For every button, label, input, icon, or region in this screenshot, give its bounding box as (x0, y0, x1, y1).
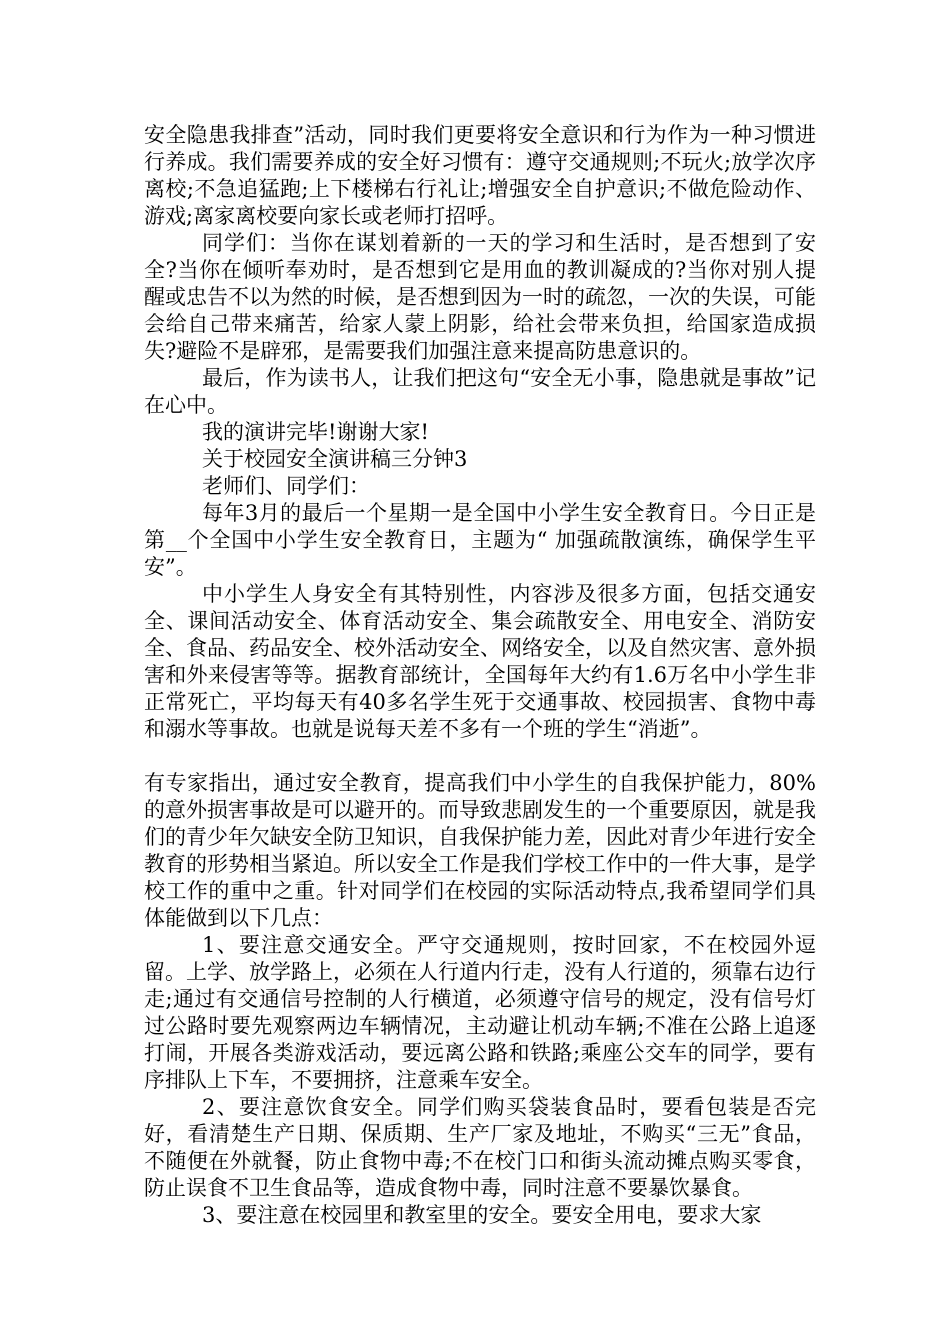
paragraph-traffic-safety: 1、要注意交通安全。严守交通规则，按时回家，不在校园外逗留。上学、放学路上，必须在人行道内行走，没有人行道的，须靠右边行走;通过有交通信号控制的人行横道，必须遵守信号的规定，没有信号灯过公路时要先观察两边车辆情况，主动避让机动车辆;不准在公路上追逐打闹，开展各类游戏活动，要远离公路和铁路;乘座公交车的同学，要有序排队上下车，不要拥挤，注意乘车安全。 (144, 933, 816, 1092)
paragraph-safety-day: 每年3月的最后一个星期一是全国中小学生安全教育日。今日正是第__个全国中小学生安全教育日，主题为“ 加强疏散演练，确保学生平安”。 (144, 501, 816, 579)
paragraph-greeting: 老师们、同学们： (202, 474, 370, 498)
paragraph-student-safety: 中小学生人身安全有其特别性，内容涉及很多方面，包括交通安全、课间活动安全、体育活动安全、集会疏散安全、用电安全、消防安全、食品、药品安全、校外活动安全、网络安全，以及自然灾害、意外损害和外来侵害等等。据教育部统计，全国每年大约有1.6万名中小学生非正常死亡，平均每天有40多名学生死于交通事故、校园损害、食物中毒和溺水等事故。也就是说每天差不多有一个班的学生“消逝”。 (144, 582, 816, 741)
paragraph-students-address: 同学们：当你在谋划着新的一天的学习和生活时，是否想到了安全?当你在倾听奉劝时，是否想到它是用血的教训凝成的?当你对别人提醒或忠告不以为然的时候，是否想到因为一时的疏忽，一次的失误，可能会给自己带来痛苦，给家人蒙上阴影，给社会带来负担，给国家造成损失?避险不是辟邪，是需要我们加强注意来提高防患意识的。 (144, 231, 816, 363)
paragraph-expert-opinion: 有专家指出，通过安全教育，提高我们中小学生的自我保护能力，80%的意外损害事故是可以避开的。而导致悲剧发生的一个重要原因，就是我们的青少年欠缺安全防卫知识，自我保护能力差，因此对青少年进行安全教育的形势相当紧迫。所以安全工作是我们学校工作中的一件大事，是学校工作的重中之重。针对同学们在校园的实际活动特点,我希望同学们具体能做到以下几点： (144, 771, 816, 930)
paragraph-food-safety: 2、要注意饮食安全。同学们购买袋装食品时，要看包装是否完好，看清楚生产日期、保质期、生产厂家及地址，不购买“三无”食品，不随便在外就餐，防止食物中毒;不在校门口和街头流动摊点购买零食，防止误食不卫生食品等，造成食物中毒，同时注意不要暴饮暴食。 (144, 1095, 816, 1200)
blank-line (144, 743, 816, 770)
paragraph-finally: 最后，作为读书人，让我们把这句“安全无小事，隐患就是事故”记在心中。 (144, 366, 816, 417)
section-heading-speech-3: 关于校园安全演讲稿三分钟3 (202, 447, 468, 471)
paragraph-speech-end: 我的演讲完毕!谢谢大家! (202, 420, 429, 444)
paragraph-safety-habits: 安全隐患我排查”活动，同时我们更要将安全意识和行为作为一种习惯进行养成。我们需要养成的安全好习惯有：遵守交通规则;不玩火;放学次序离校;不急追猛跑;上下楼梯右行礼让;增强安全自护意识;不做危险动作、游戏;离家离校要向家长或老师打招呼。 (144, 123, 816, 228)
document-body (144, 122, 816, 1229)
paragraph-campus-safety: 3、要注意在校园里和教室里的安全。要安全用电，要求大家 (202, 1203, 762, 1227)
